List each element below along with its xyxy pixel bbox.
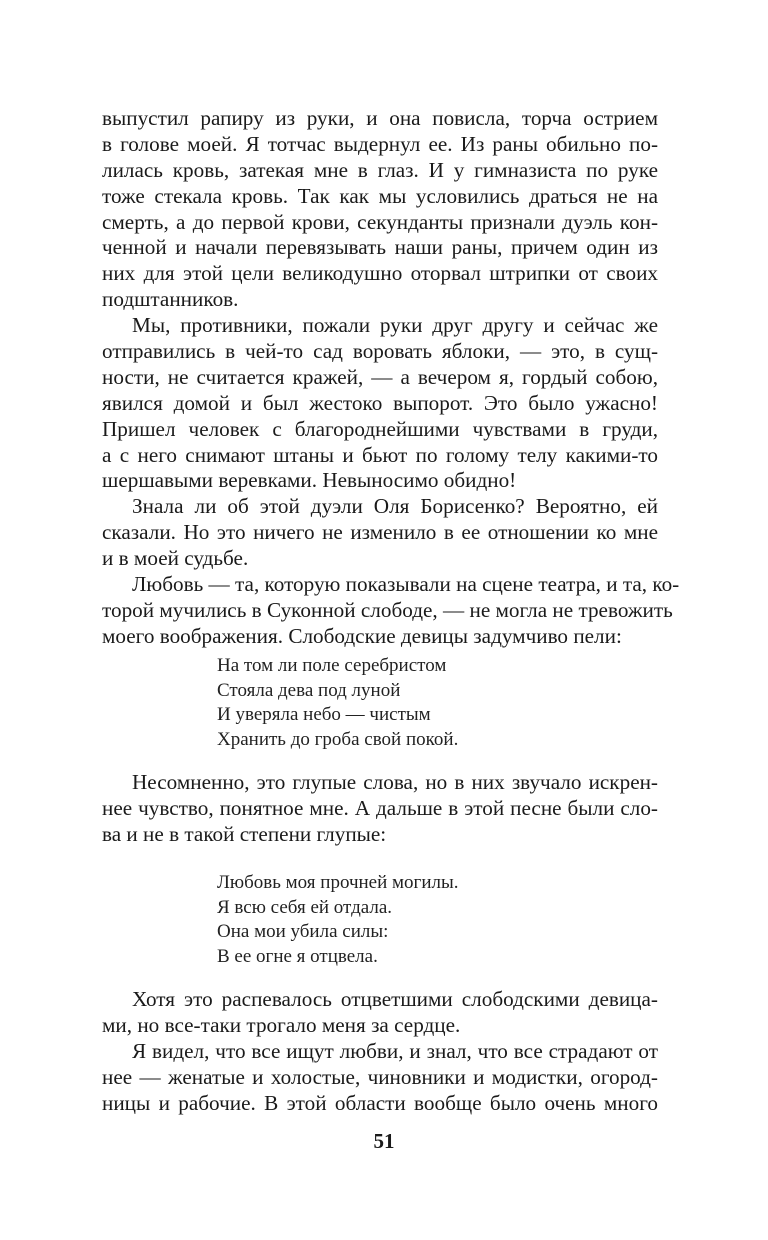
text-line: ченной и начали перевязывать наши раны, причем один из	[102, 235, 658, 260]
text-line: Я видел, что все ищут любви, и знал, что все страдают от	[132, 1038, 658, 1063]
verse-block-2	[217, 871, 577, 969]
verse-line: Любовь моя прочней могилы.	[217, 872, 459, 893]
prose-block-3	[102, 987, 658, 1116]
text-line: подштанников.	[102, 287, 239, 312]
verse-line: Стояла дева под луной	[217, 679, 401, 701]
text-line: моего воображения. Слободские девицы задумчиво пели:	[102, 623, 622, 648]
text-line: торой мучились в Суконной слободе, — не могла не тревожить	[102, 597, 673, 622]
text-line: нее — женатые и холостые, чиновники и модистки, огород-	[102, 1064, 658, 1089]
verse-block-1	[217, 654, 577, 752]
page-number: 51	[373, 1129, 395, 1153]
text-line: Любовь — та, которую показывали на сцене театра, и та, ко-	[132, 572, 680, 597]
text-line: и в моей судьбе.	[102, 546, 249, 571]
verse-line: На том ли поле серебристом	[217, 655, 447, 676]
text-line: Пришел человек с благороднейшими чувствами в груди,	[102, 416, 658, 441]
text-line: них для этой цели великодушно оторвал штрипки от своих	[102, 261, 658, 286]
text-line: а с него снимают штаны и бьют по голому телу какими-то	[102, 442, 658, 467]
text-line: Хотя это распевалось отцветшими слободскими девица-	[132, 987, 658, 1011]
text-line: явился домой и был жестоко выпорот. Это было ужасно!	[102, 390, 658, 415]
text-line: ва и не в такой степени глупые:	[102, 821, 387, 846]
verse-line: В ее огне я отцвела.	[217, 945, 378, 967]
text-line: ми, но все-таки трогало меня за сердце.	[102, 1012, 461, 1037]
text-line: ности, не считается кражей, — а вечером я, гордый собою,	[102, 364, 658, 389]
text-line: ницы и рабочие. В этой области вообще было очень много	[102, 1090, 658, 1115]
text-line: тоже стекала кровь. Так как мы условились драться не на	[102, 183, 658, 208]
verse-line: Я всю себя ей отдала.	[217, 896, 393, 918]
text-line: в голове моей. Я тотчас выдернул ее. Из раны обильно по-	[102, 131, 658, 156]
text-line: Знала ли об этой дуэли Оля Борисенко? Вероятно, ей	[132, 494, 658, 519]
text-line: сказали. Но это ничего не изменило в ее отношении ко мне	[102, 520, 658, 545]
text-line: нее чувство, понятное мне. А дальше в этой песне были сло-	[102, 795, 658, 820]
prose-block-2	[102, 770, 658, 848]
text-line: лилась кровь, затекая мне в глаз. И у гимназиста по руке	[102, 157, 658, 182]
verse-line: Хранить до гроба свой покой.	[217, 728, 459, 750]
text-line: Несомненно, это глупые слова, но в них звучало искрен-	[132, 770, 658, 794]
text-line: выпустил рапиру из руки, и она повисла, торча острием	[102, 106, 658, 130]
text-line: Мы, противники, пожали руки друг другу и сейчас же	[132, 313, 658, 338]
text-line: смерть, а до первой крови, секунданты признали дуэль кон-	[102, 209, 658, 234]
text-line: отправились в чей-то сад воровать яблоки, — это, в сущ-	[102, 339, 658, 364]
text-line: шершавыми веревками. Невыносимо обидно!	[102, 468, 517, 493]
verse-line: Она мои убила силы:	[217, 921, 389, 942]
verse-line: И уверяла небо — чистым	[217, 704, 431, 725]
prose-block-1	[102, 106, 680, 650]
